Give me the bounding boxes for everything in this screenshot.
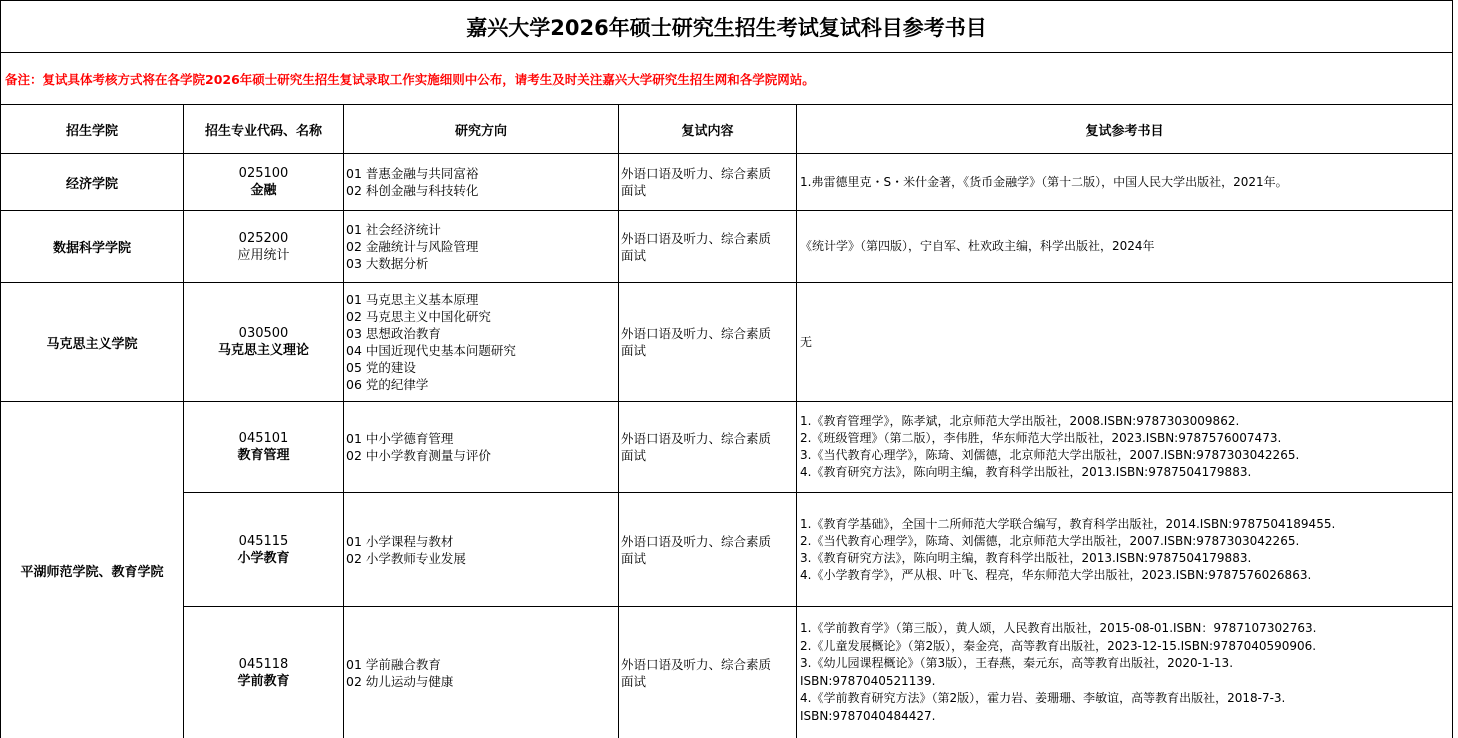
direction-item: 02 马克思主义中国化研究	[346, 309, 491, 324]
major-cell	[184, 283, 343, 401]
major-name: 金融	[250, 183, 277, 198]
book-item: 2.《班级管理》（第二版），李伟胜，华东师范大学出版社，2023.ISBN:9787576007473.	[800, 431, 1282, 445]
content-cell	[619, 493, 796, 606]
direction-item: 01 普惠金融与共同富裕	[346, 166, 479, 181]
books-cell	[797, 283, 1452, 401]
book-item: 4.《小学教育学》，严从根、叶飞、程亮，华东师范大学出版社，2023.ISBN:9787576026863.	[800, 567, 1312, 582]
header-major: 招生专业代码、名称	[204, 123, 322, 139]
direction-item: 01 社会经济统计	[346, 222, 441, 237]
content-line: 面试	[621, 247, 647, 263]
direction-cell	[344, 154, 618, 210]
remark-note: 备注：复试具体考核方式将在各学院2026年硕士研究生招生复试录取工作实施细则中公布，请考生及时关注嘉兴大学研究生招生网和各学院网站。	[5, 71, 815, 87]
content-cell	[619, 283, 796, 401]
direction-item: 05 党的建设	[346, 360, 416, 375]
content-line: 面试	[621, 550, 647, 566]
direction-item: 03 思想政治教育	[346, 326, 441, 341]
content-line: 面试	[621, 448, 647, 463]
major-name: 马克思主义理论	[217, 343, 309, 358]
header-direction: 研究方向	[454, 123, 507, 139]
book-item: ISBN:9787040521139.	[800, 673, 936, 688]
direction-item: 03 大数据分析	[346, 256, 429, 271]
book-item: 2.《儿童发展概论》（第2版），秦金亮，高等教育出版社，2023-12-15.ISBN:9787040590906.	[800, 638, 1317, 653]
book-item: 3.《幼儿园课程概论》（第3版），王春燕，秦元东，高等教育出版社，2020-1-13.	[800, 656, 1234, 670]
major-code: 030500	[238, 326, 289, 341]
direction-cell	[344, 607, 618, 738]
books-cell	[797, 211, 1452, 282]
content-cell	[619, 607, 796, 738]
direction-item: 01 马克思主义基本原理	[346, 292, 479, 307]
direction-item: 02 金融统计与风险管理	[346, 239, 479, 254]
major-code: 045101	[238, 431, 289, 446]
book-item: 3.《当代教育心理学》，陈琦、刘儒德，北京师范大学出版社，2007.ISBN:9787303042265.	[800, 448, 1300, 462]
content-line: 外语口语及听力、综合素质	[621, 533, 772, 549]
major-name: 应用统计	[237, 247, 290, 263]
content-line: 外语口语及听力、综合素质	[621, 326, 772, 341]
direction-item: 02 中小学教育测量与评价	[346, 448, 491, 463]
content-line: 外语口语及听力、综合素质	[621, 166, 772, 181]
book-item: 无	[800, 334, 813, 349]
college-cell: 平湖师范学院、教育学院	[20, 564, 164, 580]
books-cell	[797, 607, 1452, 738]
major-code: 025200	[238, 230, 289, 246]
content-line: 面试	[621, 673, 647, 689]
grid-line	[1452, 0, 1453, 738]
content-cell	[619, 402, 796, 492]
content-line: 面试	[621, 343, 647, 358]
direction-item: 02 科创金融与科技转化	[346, 183, 479, 198]
major-cell	[184, 607, 343, 738]
content-cell	[619, 211, 796, 282]
direction-cell	[344, 402, 618, 492]
direction-item: 02 幼儿运动与健康	[346, 673, 454, 689]
college-cell: 经济学院	[65, 176, 118, 192]
book-item: 3.《教育研究方法》，陈向明主编，教育科学出版社，2013.ISBN:9787504179883.	[800, 550, 1252, 565]
direction-item: 04 中国近现代史基本问题研究	[346, 343, 516, 358]
major-name: 小学教育	[237, 550, 290, 566]
major-cell	[184, 493, 343, 606]
major-code: 045118	[238, 656, 289, 672]
direction-item: 01 学前融合教育	[346, 656, 441, 672]
major-cell	[184, 211, 343, 282]
direction-item: 01 小学课程与教材	[346, 533, 454, 549]
content-line: 外语口语及听力、综合素质	[621, 230, 772, 246]
book-item: 4.《教育研究方法》，陈向明主编，教育科学出版社，2013.ISBN:9787504179883.	[800, 465, 1252, 479]
content-line: 外语口语及听力、综合素质	[621, 656, 772, 672]
direction-cell	[344, 283, 618, 401]
content-line: 外语口语及听力、综合素质	[621, 431, 772, 446]
direction-cell	[344, 493, 618, 606]
book-item: 4.《学前教育研究方法》（第2版），霍力岩、姜珊珊、李敏谊，高等教育出版社，2018-7-3.	[800, 691, 1286, 705]
content-cell	[619, 154, 796, 210]
book-item: 1.《学前教育学》（第三版），黄人颂，人民教育出版社，2015-08-01.ISBN：9787107302763.	[800, 621, 1317, 635]
book-item: ISBN:9787040484427.	[800, 708, 936, 723]
content-line: 面试	[621, 183, 647, 198]
book-item: 《统计学》（第四版），宁自军、杜欢政主编，科学出版社，2024年	[800, 239, 1155, 253]
major-cell	[184, 402, 343, 492]
books-cell	[797, 493, 1452, 606]
header-college: 招生学院	[65, 123, 118, 139]
major-name: 教育管理	[237, 448, 290, 463]
page-title: 嘉兴大学2026年硕士研究生招生考试复试科目参考书目	[466, 15, 987, 40]
direction-item: 02 小学教师专业发展	[346, 550, 466, 566]
direction-cell	[344, 211, 618, 282]
book-item: 1.《教育学基础》，全国十二所师范大学联合编写，教育科学出版社，2014.ISBN:9787504189455.	[800, 516, 1336, 531]
college-cell: 马克思主义学院	[46, 336, 138, 352]
book-item: 2.《当代教育心理学》，陈琦、刘儒德，北京师范大学出版社，2007.ISBN:9787303042265.	[800, 533, 1300, 548]
direction-item: 01 中小学德育管理	[346, 431, 454, 446]
college-cell: 数据科学学院	[52, 241, 131, 256]
direction-item: 06 党的纪律学	[346, 377, 429, 392]
major-cell	[184, 154, 343, 210]
books-cell	[797, 402, 1452, 492]
book-item: 1.弗雷德里克・S・米什金著，《货币金融学》（第十二版），中国人民大学出版社，2021年。	[800, 174, 1288, 189]
major-code: 045115	[238, 533, 289, 549]
major-code: 025100	[238, 166, 289, 181]
book-item: 1.《教育管理学》，陈孝斌，北京师范大学出版社，2008.ISBN:9787303009862.	[800, 414, 1240, 428]
books-cell	[797, 154, 1452, 210]
major-name: 学前教育	[237, 673, 290, 689]
header-books: 复试参考书目	[1085, 123, 1164, 139]
header-content: 复试内容	[681, 123, 734, 139]
